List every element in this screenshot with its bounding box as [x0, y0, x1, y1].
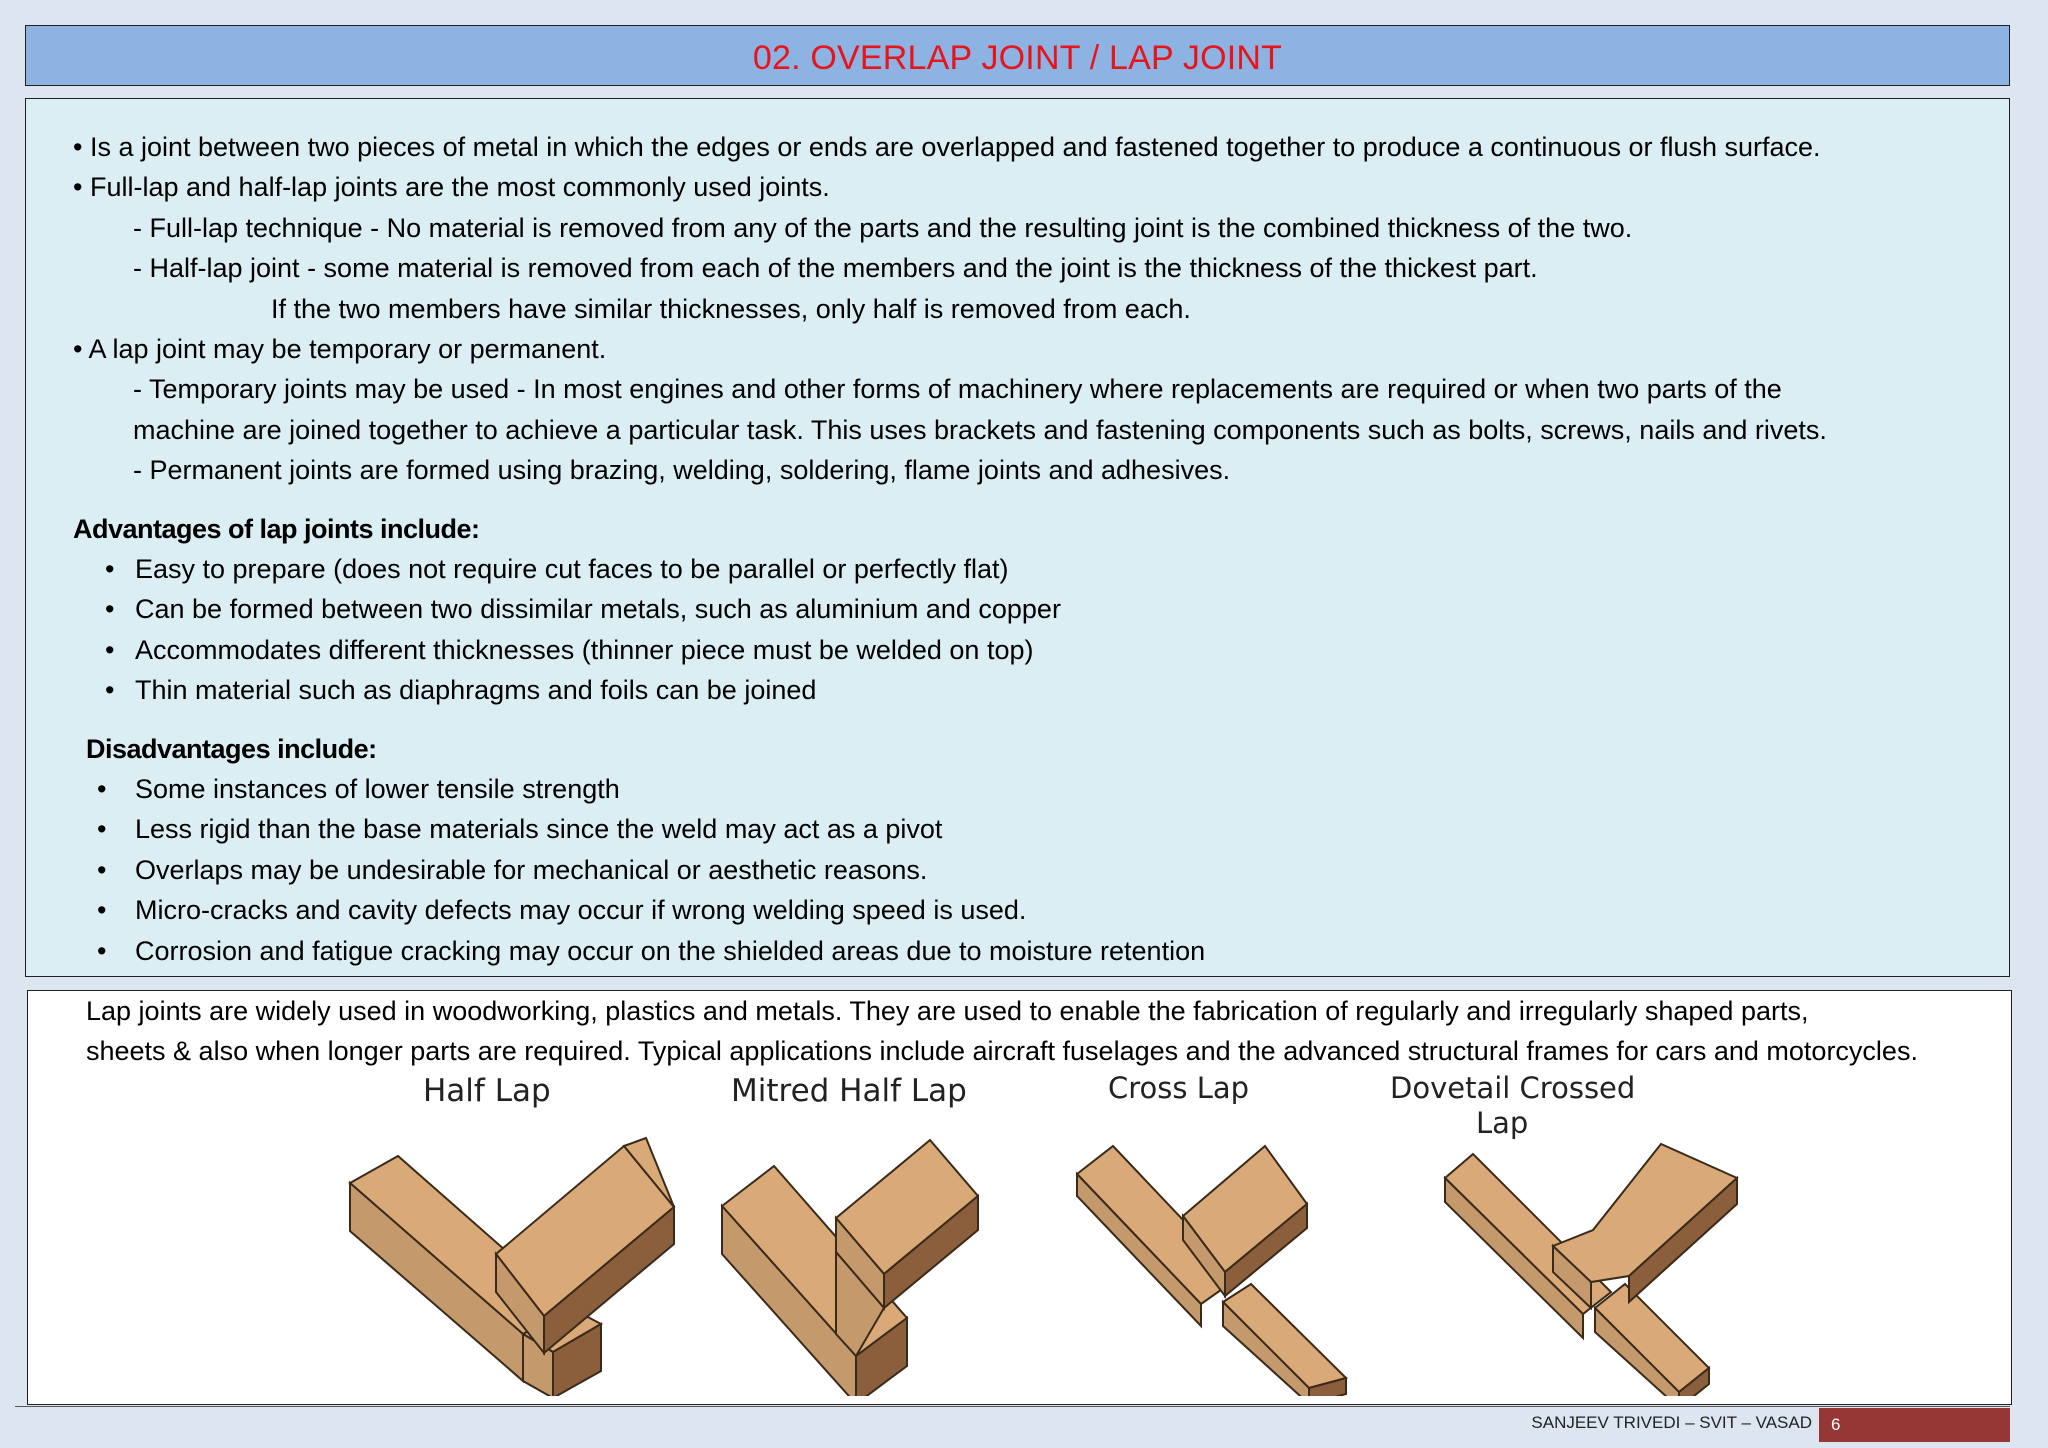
- advantage-item: Accommodates different thicknesses (thinner piece must be welded on top): [135, 635, 1034, 665]
- bullet-dot: •: [97, 936, 107, 966]
- disadvantages-heading: Disadvantages include:: [86, 734, 377, 764]
- bullet-dot: •: [105, 675, 115, 705]
- intro-line: - Full-lap technique - No material is removed from any of the parts and the resulting joint is the combined thickness of the two.: [133, 213, 1633, 243]
- advantage-item: Can be formed between two dissimilar metals, such as aluminium and copper: [135, 594, 1061, 624]
- joint-label-mitred-half-lap: Mitred Half Lap: [731, 1073, 967, 1109]
- applications-line: Lap joints are widely used in woodworking, plastics and metals. They are used to enable the fabrication of regularly and irregularly shaped parts,: [86, 996, 1809, 1026]
- joint-label-half-lap: Half Lap: [423, 1073, 551, 1109]
- footer-rule: [15, 1406, 2010, 1407]
- footer-credit: SANJEEV TRIVEDI – SVIT – VASAD: [1531, 1413, 1812, 1432]
- intro-line: - Half-lap joint - some material is removed from each of the members and the joint is the thickness of the thickest part.: [133, 253, 1538, 283]
- mitred-half-lap-illustration: [688, 1086, 1068, 1396]
- title-bar: [25, 25, 2010, 86]
- disadvantage-item: Some instances of lower tensile strength: [135, 774, 620, 804]
- joint-label-dovetail-crossed-lap: Dovetail Crossed: [1390, 1071, 1636, 1105]
- page-number: 6: [1819, 1408, 2010, 1442]
- intro-line: • Is a joint between two pieces of metal in which the edges or ends are overlapped and fastened together to produce a continuous or flush surface.: [73, 132, 1821, 162]
- intro-line: • A lap joint may be temporary or permanent.: [73, 334, 607, 364]
- intro-line: - Temporary joints may be used - In most engines and other forms of machinery where replacements are required or when two parts of the: [133, 374, 1782, 404]
- dovetail-crossed-lap-illustration: [1413, 1086, 1753, 1396]
- bullet-dot: •: [97, 774, 107, 804]
- applications-line: sheets & also when longer parts are required. Typical applications include aircraft fuselages and the advanced structural frames for cars and motorcycles.: [86, 1036, 1918, 1066]
- intro-line: • Full-lap and half-lap joints are the most commonly used joints.: [73, 172, 830, 202]
- disadvantage-item: Corrosion and fatigue cracking may occur on the shielded areas due to moisture retention: [135, 936, 1206, 966]
- bullet-dot: •: [105, 554, 115, 584]
- bullet-dot: •: [97, 814, 107, 844]
- bullet-dot: •: [97, 895, 107, 925]
- page-title: 02. OVERLAP JOINT / LAP JOINT: [752, 39, 1283, 77]
- cross-lap-illustration: [1063, 1086, 1393, 1396]
- bullet-dot: •: [105, 594, 115, 624]
- bullet-dot: •: [97, 855, 107, 885]
- disadvantage-item: Less rigid than the base materials since the weld may act as a pivot: [135, 814, 943, 844]
- joint-label-cross-lap: Cross Lap: [1108, 1071, 1250, 1105]
- advantages-heading: Advantages of lap joints include:: [73, 514, 480, 544]
- disadvantage-item: Micro-cracks and cavity defects may occur if wrong welding speed is used.: [135, 895, 1027, 925]
- content-panel: [25, 98, 2010, 977]
- advantage-item: Thin material such as diaphragms and foils can be joined: [135, 675, 817, 705]
- joint-label-dovetail-crossed-lap-line2: Lap: [1476, 1106, 1529, 1140]
- bullet-dot: •: [105, 635, 115, 665]
- intro-line: - Permanent joints are formed using brazing, welding, soldering, flame joints and adhesives.: [133, 455, 1231, 485]
- intro-line: machine are joined together to achieve a particular task. This uses brackets and fastening components such as bolts, screws, nails and rivets.: [133, 415, 1827, 445]
- advantage-item: Easy to prepare (does not require cut faces to be parallel or perfectly flat): [135, 554, 1009, 584]
- disadvantage-item: Overlaps may be undesirable for mechanical or aesthetic reasons.: [135, 855, 928, 885]
- applications-panel: [27, 990, 2012, 1405]
- intro-line: If the two members have similar thicknesses, only half is removed from each.: [271, 294, 1191, 324]
- half-lap-illustration: [318, 1086, 698, 1396]
